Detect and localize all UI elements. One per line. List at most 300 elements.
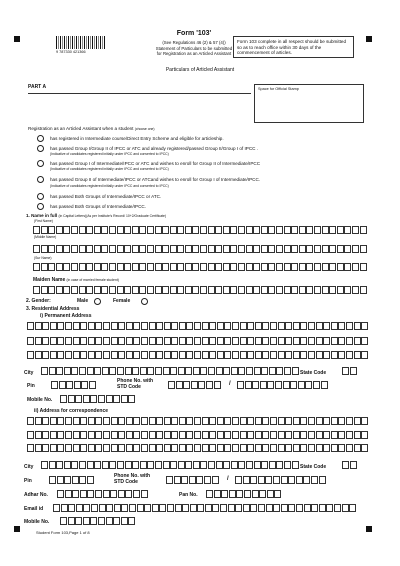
char-box[interactable] <box>206 490 213 498</box>
char-box[interactable] <box>232 417 239 425</box>
char-box[interactable] <box>235 476 242 484</box>
char-box[interactable] <box>95 431 102 439</box>
pin-boxes-2[interactable] <box>49 476 95 484</box>
char-box[interactable] <box>73 322 80 330</box>
char-box[interactable] <box>126 444 133 452</box>
char-box[interactable] <box>50 417 57 425</box>
char-box[interactable] <box>288 476 295 484</box>
char-box[interactable] <box>293 322 300 330</box>
char-box[interactable] <box>111 337 118 345</box>
char-box[interactable] <box>270 417 277 425</box>
char-box[interactable] <box>118 490 125 498</box>
char-box[interactable] <box>129 504 136 512</box>
char-box[interactable] <box>90 395 97 403</box>
char-box[interactable] <box>166 476 173 484</box>
char-box[interactable] <box>232 431 239 439</box>
char-box[interactable] <box>285 351 292 359</box>
char-box[interactable] <box>48 263 55 271</box>
char-box[interactable] <box>361 337 368 345</box>
char-box[interactable] <box>337 263 344 271</box>
sur-name-boxes[interactable] <box>33 263 367 271</box>
char-box[interactable] <box>202 322 209 330</box>
char-box[interactable] <box>200 461 207 469</box>
char-box[interactable] <box>66 381 73 389</box>
char-box[interactable] <box>262 337 269 345</box>
char-box[interactable] <box>56 461 63 469</box>
char-box[interactable] <box>65 431 72 439</box>
option-radio-6[interactable] <box>37 203 44 210</box>
char-box[interactable] <box>124 226 131 234</box>
char-box[interactable] <box>223 263 230 271</box>
char-box[interactable] <box>179 431 186 439</box>
char-box[interactable] <box>278 322 285 330</box>
char-box[interactable] <box>262 444 269 452</box>
char-box[interactable] <box>268 226 275 234</box>
char-box[interactable] <box>94 461 101 469</box>
char-box[interactable] <box>285 444 292 452</box>
char-box[interactable] <box>185 286 192 294</box>
char-box[interactable] <box>329 263 336 271</box>
char-box[interactable] <box>334 504 341 512</box>
char-box[interactable] <box>171 337 178 345</box>
char-box[interactable] <box>125 367 132 375</box>
char-box[interactable] <box>126 322 133 330</box>
char-box[interactable] <box>103 490 110 498</box>
char-box[interactable] <box>175 504 182 512</box>
char-box[interactable] <box>42 351 49 359</box>
char-box[interactable] <box>354 322 361 330</box>
char-box[interactable] <box>361 322 368 330</box>
char-box[interactable] <box>86 263 93 271</box>
char-box[interactable] <box>186 444 193 452</box>
char-box[interactable] <box>33 226 40 234</box>
char-box[interactable] <box>217 337 224 345</box>
char-box[interactable] <box>284 263 291 271</box>
char-box[interactable] <box>33 263 40 271</box>
char-box[interactable] <box>276 367 283 375</box>
char-box[interactable] <box>128 517 135 525</box>
char-box[interactable] <box>300 444 307 452</box>
char-box[interactable] <box>247 351 254 359</box>
char-box[interactable] <box>141 490 148 498</box>
char-box[interactable] <box>50 337 57 345</box>
char-box[interactable] <box>338 444 345 452</box>
char-box[interactable] <box>350 461 357 469</box>
char-box[interactable] <box>124 263 131 271</box>
char-box[interactable] <box>329 226 336 234</box>
correspondence-address-line-1[interactable] <box>27 417 369 425</box>
char-box[interactable] <box>86 226 93 234</box>
char-box[interactable] <box>346 322 353 330</box>
char-box[interactable] <box>50 351 57 359</box>
char-box[interactable] <box>63 286 70 294</box>
char-box[interactable] <box>276 226 283 234</box>
char-box[interactable] <box>314 245 321 253</box>
char-box[interactable] <box>192 226 199 234</box>
char-box[interactable] <box>209 351 216 359</box>
char-box[interactable] <box>111 417 118 425</box>
char-box[interactable] <box>48 245 55 253</box>
char-box[interactable] <box>194 431 201 439</box>
char-box[interactable] <box>202 431 209 439</box>
char-box[interactable] <box>139 226 146 234</box>
char-box[interactable] <box>48 226 55 234</box>
char-box[interactable] <box>338 351 345 359</box>
char-box[interactable] <box>284 367 291 375</box>
char-box[interactable] <box>306 245 313 253</box>
char-box[interactable] <box>228 504 235 512</box>
char-box[interactable] <box>196 476 203 484</box>
char-box[interactable] <box>240 444 247 452</box>
char-box[interactable] <box>102 367 109 375</box>
char-box[interactable] <box>121 517 128 525</box>
char-box[interactable] <box>238 226 245 234</box>
state-code-boxes-2[interactable] <box>342 461 357 469</box>
char-box[interactable] <box>117 226 124 234</box>
char-box[interactable] <box>316 337 323 345</box>
char-box[interactable] <box>179 417 186 425</box>
char-box[interactable] <box>162 263 169 271</box>
char-box[interactable] <box>237 381 244 389</box>
permanent-address-line-2[interactable] <box>27 337 369 345</box>
char-box[interactable] <box>270 322 277 330</box>
char-box[interactable] <box>329 245 336 253</box>
char-box[interactable] <box>316 431 323 439</box>
char-box[interactable] <box>88 444 95 452</box>
char-box[interactable] <box>56 367 63 375</box>
char-box[interactable] <box>283 381 290 389</box>
char-box[interactable] <box>323 351 330 359</box>
char-box[interactable] <box>132 461 139 469</box>
char-box[interactable] <box>101 226 108 234</box>
char-box[interactable] <box>65 322 72 330</box>
char-box[interactable] <box>253 263 260 271</box>
char-box[interactable] <box>254 367 261 375</box>
char-box[interactable] <box>253 226 260 234</box>
char-box[interactable] <box>281 504 288 512</box>
char-box[interactable] <box>232 444 239 452</box>
correspondence-address-line-2[interactable] <box>27 431 369 439</box>
char-box[interactable] <box>326 504 333 512</box>
char-box[interactable] <box>338 337 345 345</box>
char-box[interactable] <box>215 286 222 294</box>
char-box[interactable] <box>223 367 230 375</box>
char-box[interactable] <box>197 504 204 512</box>
char-box[interactable] <box>60 517 67 525</box>
char-box[interactable] <box>331 351 338 359</box>
char-box[interactable] <box>68 395 75 403</box>
char-box[interactable] <box>73 431 80 439</box>
char-box[interactable] <box>304 504 311 512</box>
char-box[interactable] <box>155 367 162 375</box>
char-box[interactable] <box>101 286 108 294</box>
char-box[interactable] <box>73 337 80 345</box>
char-box[interactable] <box>258 504 265 512</box>
char-box[interactable] <box>267 490 274 498</box>
char-box[interactable] <box>71 286 78 294</box>
char-box[interactable] <box>322 245 329 253</box>
char-box[interactable] <box>185 226 192 234</box>
char-box[interactable] <box>217 417 224 425</box>
option-radio-4[interactable] <box>37 176 44 183</box>
char-box[interactable] <box>245 381 252 389</box>
char-box[interactable] <box>247 322 254 330</box>
char-box[interactable] <box>80 490 87 498</box>
char-box[interactable] <box>192 263 199 271</box>
char-box[interactable] <box>137 504 144 512</box>
char-box[interactable] <box>87 476 94 484</box>
char-box[interactable] <box>232 322 239 330</box>
char-box[interactable] <box>71 226 78 234</box>
char-box[interactable] <box>331 322 338 330</box>
char-box[interactable] <box>300 431 307 439</box>
char-box[interactable] <box>291 226 298 234</box>
char-box[interactable] <box>223 226 230 234</box>
char-box[interactable] <box>132 286 139 294</box>
char-box[interactable] <box>308 337 315 345</box>
char-box[interactable] <box>170 461 177 469</box>
char-box[interactable] <box>273 476 280 484</box>
char-box[interactable] <box>117 286 124 294</box>
char-box[interactable] <box>300 322 307 330</box>
char-box[interactable] <box>186 417 193 425</box>
char-box[interactable] <box>126 431 133 439</box>
char-box[interactable] <box>177 286 184 294</box>
char-box[interactable] <box>250 476 257 484</box>
char-box[interactable] <box>27 337 34 345</box>
char-box[interactable] <box>132 367 139 375</box>
char-box[interactable] <box>212 476 219 484</box>
char-box[interactable] <box>337 245 344 253</box>
char-box[interactable] <box>291 245 298 253</box>
char-box[interactable] <box>285 417 292 425</box>
char-box[interactable] <box>223 245 230 253</box>
char-box[interactable] <box>223 461 230 469</box>
char-box[interactable] <box>209 322 216 330</box>
char-box[interactable] <box>299 286 306 294</box>
char-box[interactable] <box>194 351 201 359</box>
char-box[interactable] <box>178 461 185 469</box>
char-box[interactable] <box>83 517 90 525</box>
char-box[interactable] <box>147 367 154 375</box>
char-box[interactable] <box>53 504 60 512</box>
char-box[interactable] <box>49 461 56 469</box>
maiden-name-boxes[interactable] <box>33 286 367 294</box>
char-box[interactable] <box>276 263 283 271</box>
char-box[interactable] <box>284 226 291 234</box>
char-box[interactable] <box>230 263 237 271</box>
char-box[interactable] <box>126 417 133 425</box>
char-box[interactable] <box>74 381 81 389</box>
char-box[interactable] <box>285 322 292 330</box>
char-box[interactable] <box>217 351 224 359</box>
char-box[interactable] <box>221 490 228 498</box>
char-box[interactable] <box>86 286 93 294</box>
char-box[interactable] <box>185 367 192 375</box>
char-box[interactable] <box>200 263 207 271</box>
char-box[interactable] <box>59 381 66 389</box>
char-box[interactable] <box>360 263 367 271</box>
char-box[interactable] <box>141 322 148 330</box>
char-box[interactable] <box>247 417 254 425</box>
char-box[interactable] <box>322 263 329 271</box>
char-box[interactable] <box>57 431 64 439</box>
char-box[interactable] <box>141 417 148 425</box>
char-box[interactable] <box>308 417 315 425</box>
char-box[interactable] <box>276 286 283 294</box>
char-box[interactable] <box>352 263 359 271</box>
char-box[interactable] <box>352 245 359 253</box>
char-box[interactable] <box>349 504 356 512</box>
char-box[interactable] <box>133 431 140 439</box>
char-box[interactable] <box>308 322 315 330</box>
char-box[interactable] <box>147 245 154 253</box>
char-box[interactable] <box>171 351 178 359</box>
char-box[interactable] <box>214 490 221 498</box>
char-box[interactable] <box>185 461 192 469</box>
char-box[interactable] <box>144 504 151 512</box>
char-box[interactable] <box>72 476 79 484</box>
char-box[interactable] <box>337 286 344 294</box>
char-box[interactable] <box>360 226 367 234</box>
char-box[interactable] <box>290 381 297 389</box>
char-box[interactable] <box>156 417 163 425</box>
char-box[interactable] <box>90 517 97 525</box>
char-box[interactable] <box>296 476 303 484</box>
char-box[interactable] <box>79 245 86 253</box>
char-box[interactable] <box>41 263 48 271</box>
char-box[interactable] <box>314 286 321 294</box>
char-box[interactable] <box>255 351 262 359</box>
char-box[interactable] <box>192 245 199 253</box>
char-box[interactable] <box>354 417 361 425</box>
char-box[interactable] <box>87 461 94 469</box>
char-box[interactable] <box>57 444 64 452</box>
char-box[interactable] <box>278 444 285 452</box>
char-box[interactable] <box>65 444 72 452</box>
char-box[interactable] <box>323 444 330 452</box>
char-box[interactable] <box>194 322 201 330</box>
char-box[interactable] <box>41 245 48 253</box>
char-box[interactable] <box>33 245 40 253</box>
char-box[interactable] <box>27 431 34 439</box>
char-box[interactable] <box>190 504 197 512</box>
char-box[interactable] <box>240 322 247 330</box>
char-box[interactable] <box>262 431 269 439</box>
char-box[interactable] <box>79 263 86 271</box>
char-box[interactable] <box>303 476 310 484</box>
char-box[interactable] <box>217 322 224 330</box>
char-box[interactable] <box>243 476 250 484</box>
char-box[interactable] <box>103 351 110 359</box>
char-box[interactable] <box>319 504 326 512</box>
char-box[interactable] <box>342 367 349 375</box>
char-box[interactable] <box>206 381 213 389</box>
char-box[interactable] <box>276 245 283 253</box>
char-box[interactable] <box>194 337 201 345</box>
char-box[interactable] <box>41 286 48 294</box>
char-box[interactable] <box>361 351 368 359</box>
char-box[interactable] <box>331 444 338 452</box>
char-box[interactable] <box>162 226 169 234</box>
char-box[interactable] <box>344 263 351 271</box>
char-box[interactable] <box>250 504 257 512</box>
char-box[interactable] <box>94 263 101 271</box>
char-box[interactable] <box>171 417 178 425</box>
char-box[interactable] <box>346 417 353 425</box>
char-box[interactable] <box>65 337 72 345</box>
char-box[interactable] <box>198 381 205 389</box>
char-box[interactable] <box>268 245 275 253</box>
char-box[interactable] <box>80 322 87 330</box>
char-box[interactable] <box>299 226 306 234</box>
char-box[interactable] <box>103 417 110 425</box>
char-box[interactable] <box>114 504 121 512</box>
char-box[interactable] <box>117 245 124 253</box>
char-box[interactable] <box>278 431 285 439</box>
first-name-boxes[interactable] <box>33 226 367 234</box>
char-box[interactable] <box>159 504 166 512</box>
char-box[interactable] <box>215 263 222 271</box>
char-box[interactable] <box>261 226 268 234</box>
char-box[interactable] <box>118 444 125 452</box>
option-radio-3[interactable] <box>37 160 44 167</box>
char-box[interactable] <box>103 337 110 345</box>
char-box[interactable] <box>94 226 101 234</box>
char-box[interactable] <box>95 322 102 330</box>
char-box[interactable] <box>56 263 63 271</box>
char-box[interactable] <box>346 431 353 439</box>
char-box[interactable] <box>149 431 156 439</box>
char-box[interactable] <box>60 395 67 403</box>
char-box[interactable] <box>291 286 298 294</box>
char-box[interactable] <box>109 245 116 253</box>
char-box[interactable] <box>323 431 330 439</box>
char-box[interactable] <box>125 490 132 498</box>
char-box[interactable] <box>331 337 338 345</box>
char-box[interactable] <box>247 444 254 452</box>
char-box[interactable] <box>354 351 361 359</box>
char-box[interactable] <box>64 367 71 375</box>
char-box[interactable] <box>80 337 87 345</box>
char-box[interactable] <box>278 351 285 359</box>
char-box[interactable] <box>220 504 227 512</box>
char-box[interactable] <box>95 417 102 425</box>
char-box[interactable] <box>156 431 163 439</box>
char-box[interactable] <box>205 504 212 512</box>
char-box[interactable] <box>65 417 72 425</box>
char-box[interactable] <box>261 461 268 469</box>
char-box[interactable] <box>111 431 118 439</box>
char-box[interactable] <box>88 337 95 345</box>
char-box[interactable] <box>94 367 101 375</box>
char-box[interactable] <box>352 226 359 234</box>
char-box[interactable] <box>361 444 368 452</box>
char-box[interactable] <box>179 337 186 345</box>
char-box[interactable] <box>128 395 135 403</box>
char-box[interactable] <box>238 461 245 469</box>
char-box[interactable] <box>255 431 262 439</box>
char-box[interactable] <box>164 322 171 330</box>
char-box[interactable] <box>200 367 207 375</box>
char-box[interactable] <box>268 286 275 294</box>
char-box[interactable] <box>101 263 108 271</box>
char-box[interactable] <box>360 286 367 294</box>
char-box[interactable] <box>338 417 345 425</box>
char-box[interactable] <box>80 444 87 452</box>
char-box[interactable] <box>306 286 313 294</box>
char-box[interactable] <box>311 504 318 512</box>
